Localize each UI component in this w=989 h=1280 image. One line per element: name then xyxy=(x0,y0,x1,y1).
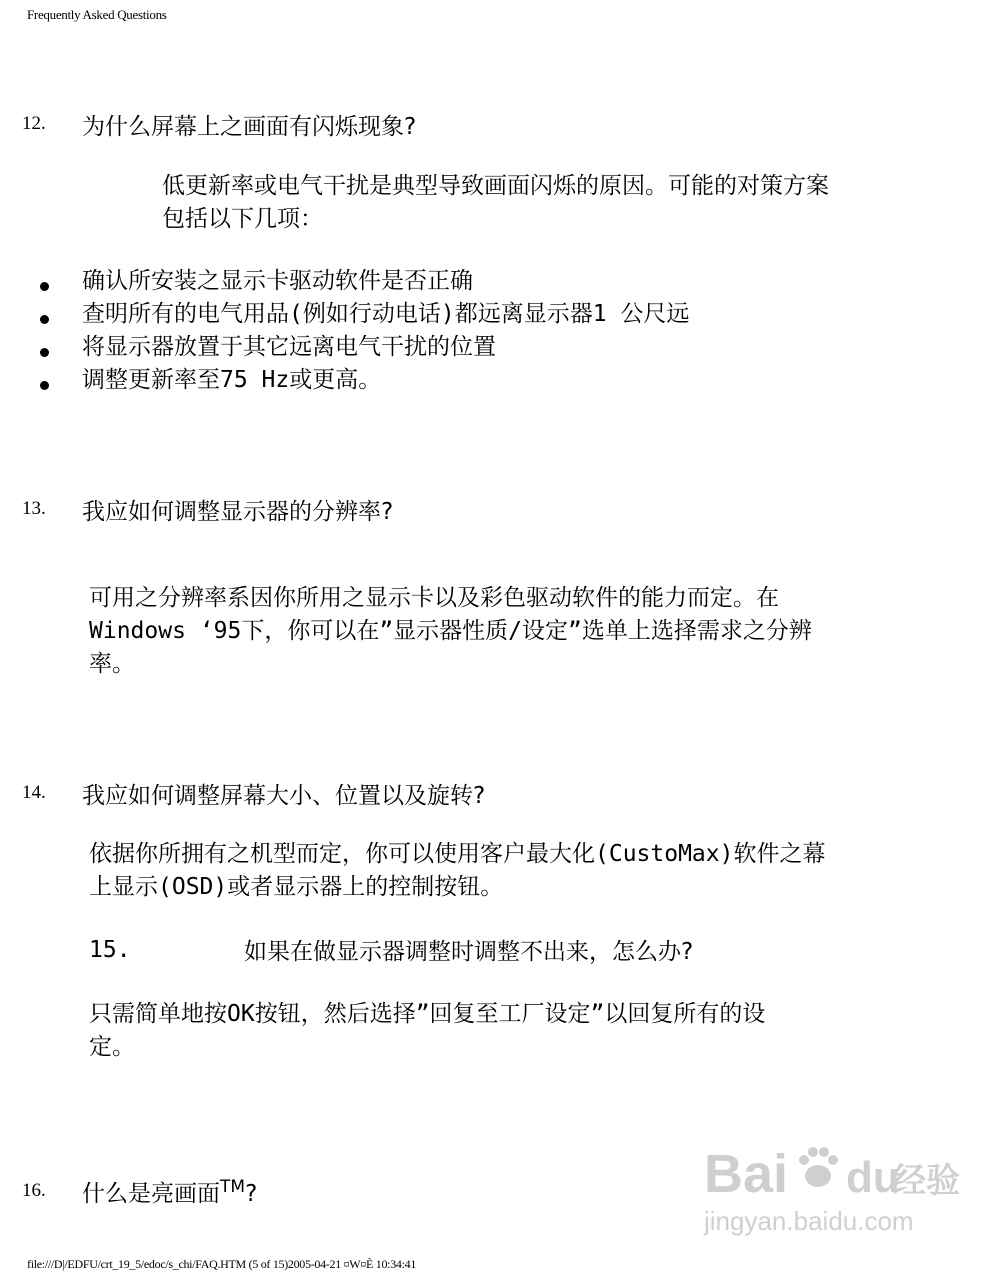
bullet-item-3: 将显示器放置于其它远离电气干扰的位置 xyxy=(82,334,496,360)
bullet-icon xyxy=(40,315,49,324)
question-16-title xyxy=(82,1175,257,1208)
page-footer: file:///D|/EDFU/crt_19_5/edoc/s_chi/FAQ.HTM (5 of 15)2005-04-21 ¤W¤È 10:34:41 xyxy=(27,1257,417,1271)
watermark-brand-b: du xyxy=(846,1153,900,1202)
answer-14-line-2: 上显示(OSD)或者显示器上的控制按钮。 xyxy=(89,874,504,900)
question-13-number: 13. xyxy=(22,498,46,519)
question-12-number: 12. xyxy=(22,113,46,134)
answer-14-line-1: 依据你所拥有之机型而定，你可以使用客户最大化(CustoMax)软件之幕 xyxy=(89,841,826,867)
watermark-brand-a: Bai xyxy=(704,1144,789,1204)
baidu-watermark-logo xyxy=(700,1130,970,1240)
question-15-number: 15. xyxy=(89,937,131,963)
answer-13-line-3: 率。 xyxy=(89,651,135,677)
answer-15-line-1: 只需简单地按OK按钮，然后选择”回复至工厂设定”以回复所有的设 xyxy=(89,1001,766,1027)
question-12-title: 为什么屏幕上之画面有闪烁现象? xyxy=(82,114,417,140)
bullet-item-4: 调整更新率至75 Hz或更高。 xyxy=(82,367,382,393)
answer-13-line-2: Windows ‘95下，你可以在”显示器性质/设定”选单上选择需求之分辨 xyxy=(89,618,812,644)
bullet-item-1: 确认所安装之显示卡驱动软件是否正确 xyxy=(82,268,473,294)
question-16-end: ? xyxy=(245,1181,258,1207)
paw-icon xyxy=(799,1147,838,1187)
trademark-mark: TM xyxy=(220,1177,246,1197)
question-16-number: 16. xyxy=(22,1180,46,1201)
watermark-url: jingyan.baidu.com xyxy=(704,1206,914,1236)
answer-15-line-2: 定。 xyxy=(89,1034,135,1060)
question-14-title: 我应如何调整屏幕大小、位置以及旋转? xyxy=(82,783,486,809)
question-13-title: 我应如何调整显示器的分辨率? xyxy=(82,499,394,525)
bullet-icon xyxy=(40,282,49,291)
answer-13-line-1: 可用之分辨率系因你所用之显示卡以及彩色驱动软件的能力而定。在 xyxy=(89,585,779,611)
question-14-number: 14. xyxy=(22,782,46,803)
bullet-icon xyxy=(40,381,49,390)
answer-12-line-1: 低更新率或电气干扰是典型导致画面闪烁的原因。可能的对策方案 xyxy=(162,173,829,199)
question-16-text: 什么是亮画面 xyxy=(82,1181,220,1207)
bullet-icon xyxy=(40,348,49,357)
question-15-title: 如果在做显示器调整时调整不出来，怎么办? xyxy=(244,939,694,965)
bullet-item-2: 查明所有的电气用品(例如行动电话)都远离显示器1 公尺远 xyxy=(82,301,690,327)
page-header: Frequently Asked Questions xyxy=(27,7,167,22)
watermark-brand-cn: 经验 xyxy=(892,1161,960,1201)
answer-12-line-2: 包括以下几项： xyxy=(162,206,323,232)
